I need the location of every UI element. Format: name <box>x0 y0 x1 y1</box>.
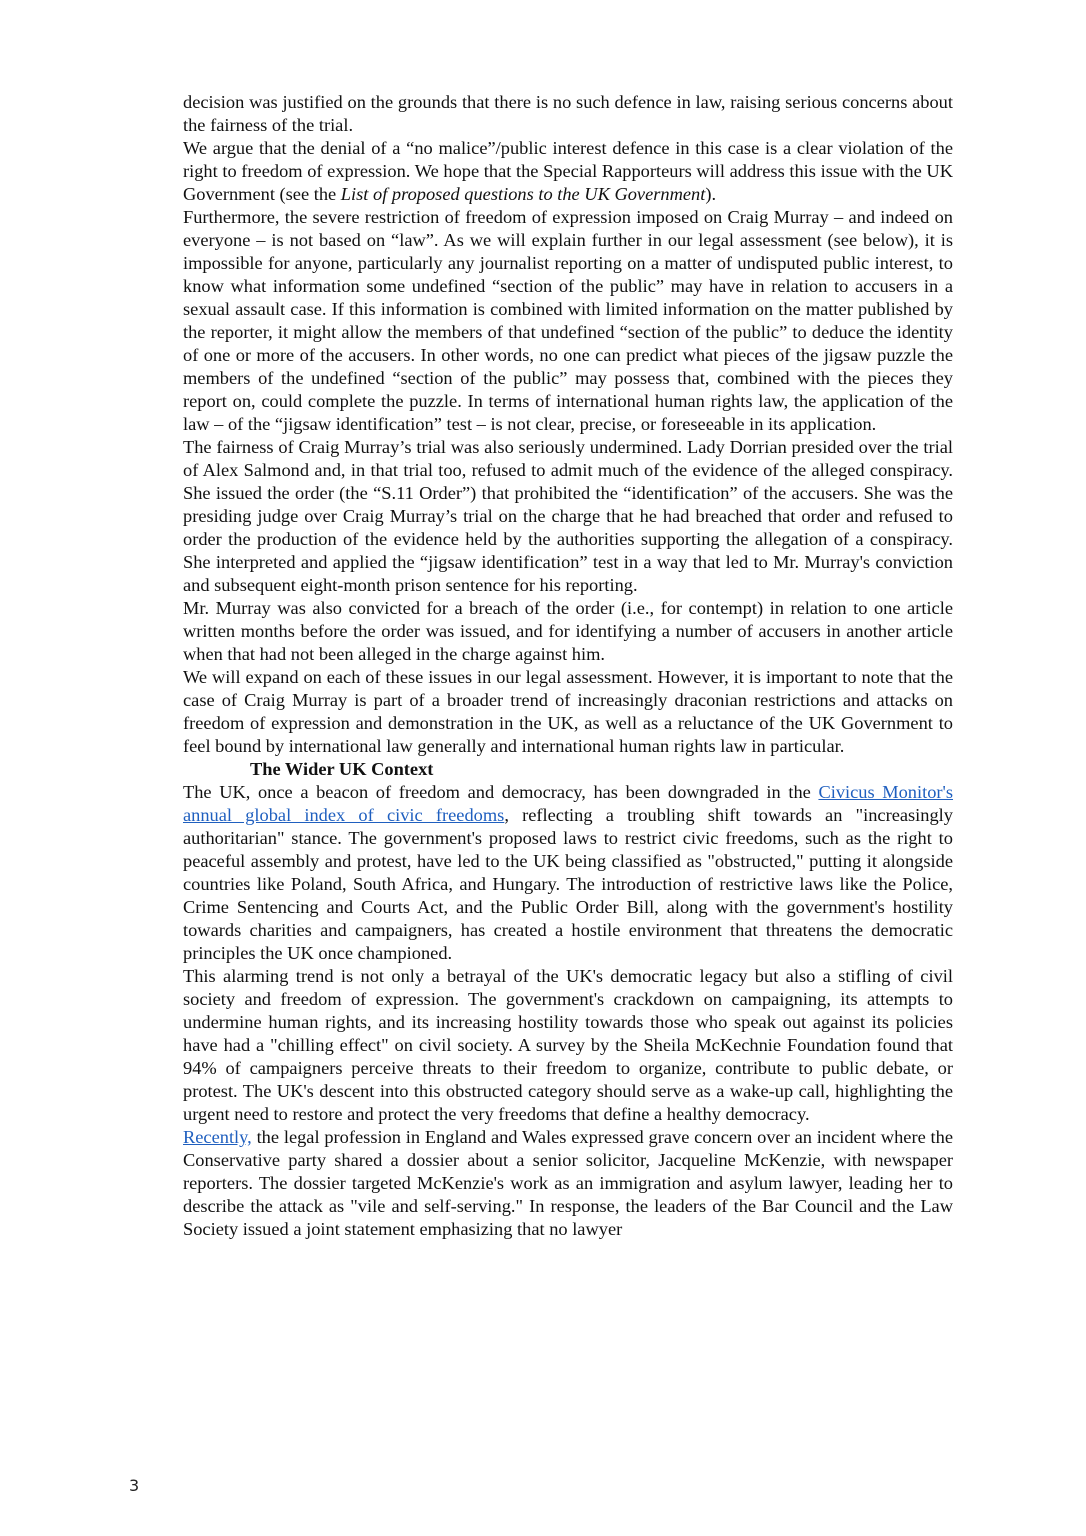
italic-reference-list-of-questions: List of proposed questions to the UK Government <box>340 184 706 204</box>
paragraph-legal-profession-concern <box>183 1126 953 1241</box>
paragraph-civicus-downgrade <box>183 781 953 965</box>
page-number: 3 <box>129 1476 140 1495</box>
link-recently[interactable]: Recently, <box>183 1127 252 1147</box>
paragraph-trial-fairness-intro: decision was justified on the grounds that there is no such defence in law, raising serious concerns about the fairness of the trial. <box>183 92 953 135</box>
paragraph-alarming-trend: This alarming trend is not only a betrayal of the UK's democratic legacy but also a stifling of civil society and freedom of expression. The government's crackdown on campaigning, its attempts to undermine human rights, and its increasing hostility towards those who speak out against its policies have had a "chilling effect" on civil society. A survey by the Sheila McKechnie Foundation found that 94% of campaigners perceive threats to their freedom to organize, contribute to public debate, or protest. The UK's descent into this obstructed category should serve as a wake-up call, highlighting the urgent need to restore and protect the very freedoms that define a healthy democracy. <box>183 966 953 1124</box>
link-civicus-monitor[interactable]: Civicus Monitor's annual global index of civic freedoms <box>183 782 954 825</box>
paragraph-no-malice-defence <box>183 137 953 206</box>
paragraph-text: We argue that the denial of a “no malice”/public interest defence in this case is a clear violation of the right to freedom of expression. We hope that the Special Rapporteurs will address this issue with the UK Government (see the <box>183 138 953 204</box>
paragraph-text: , reflecting a troubling shift towards an "increasingly authoritarian" stance. The government's proposed laws to restrict civic freedoms, such as the right to peaceful assembly and protest, have led to the UK being classified as "obstructed," putting it alongside countries like Poland, South Africa, and Hungary. The introduction of restrictive laws like the Police, Crime Sentencing and Courts Act, and the Public Order Bill, along with the government's hostility towards charities and campaigners, has created a hostile environment that threatens the democratic principles the UK once championed. <box>183 805 953 963</box>
paragraph-text: the legal profession in England and Wales expressed grave concern over an incident where the Conservative party shared a dossier about a senior solicitor, Jacqueline McKenzie, with newspaper reporters. The dossier targeted McKenzie's work as an immigration and asylum lawyer, leading her to describe the attack as "vile and self-serving." In response, the leaders of the Bar Council and the Law Society issued a joint statement emphasizing that no lawyer <box>183 1127 953 1239</box>
paragraph-jigsaw-identification: Furthermore, the severe restriction of freedom of expression imposed on Craig Murray – and indeed on everyone – is not based on “law”. As we will explain further in our legal assessment (see below), it is impossible for anyone, particularly any journalist reporting on a matter of undisputed public interest, to know what information some undefined “section of the public” may have in relation to accusers in a sexual assault case. If this information is combined with limited information on the matter published by the reporter, it might allow the members of that undefined “section of the public” to deduce the identity of one or more of the accusers. In other words, no one can predict what pieces of the jigsaw puzzle the members of the undefined “section of the public” may possess that, combined with the pieces they report on, could complete the puzzle. In terms of international human rights law, the application of the law – of the “jigsaw identification” test – is not clear, precise, or foreseeable in its application. <box>183 207 953 434</box>
paragraph-lady-dorrian: The fairness of Craig Murray’s trial was also seriously undermined. Lady Dorrian presided over the trial of Alex Salmond and, in that trial too, refused to admit much of the evidence of the alleged conspiracy. She issued the order (the “S.11 Order”) that prohibited the “identification” of the accusers. She was the presiding judge over Craig Murray’s trial on the charge that he had breached that order and refused to order the production of the evidence held by the authorities supporting the allegation of a conspiracy. She interpreted and applied the “jigsaw identification” test in a way that led to Mr. Murray's conviction and subsequent eight-month prison sentence for his reporting. <box>183 437 953 595</box>
paragraph-text: The UK, once a beacon of freedom and democracy, has been downgraded in the <box>183 782 819 802</box>
section-heading-wider-uk-context: The Wider UK Context <box>250 759 434 779</box>
paragraph-text: ). <box>705 184 717 204</box>
paragraph-contempt-conviction: Mr. Murray was also convicted for a breach of the order (i.e., for contempt) in relation to one article written months before the order was issued, and for identifying a number of accusers in another article when that had not been alleged in the charge against him. <box>183 598 953 664</box>
document-body <box>183 91 953 1241</box>
paragraph-broader-trend: We will expand on each of these issues in our legal assessment. However, it is important to note that the case of Craig Murray is part of a broader trend of increasingly draconian restrictions and attacks on freedom of expression and demonstration in the UK, as well as a reluctance of the UK Government to feel bound by international law generally and international human rights law in particular. <box>183 667 953 756</box>
